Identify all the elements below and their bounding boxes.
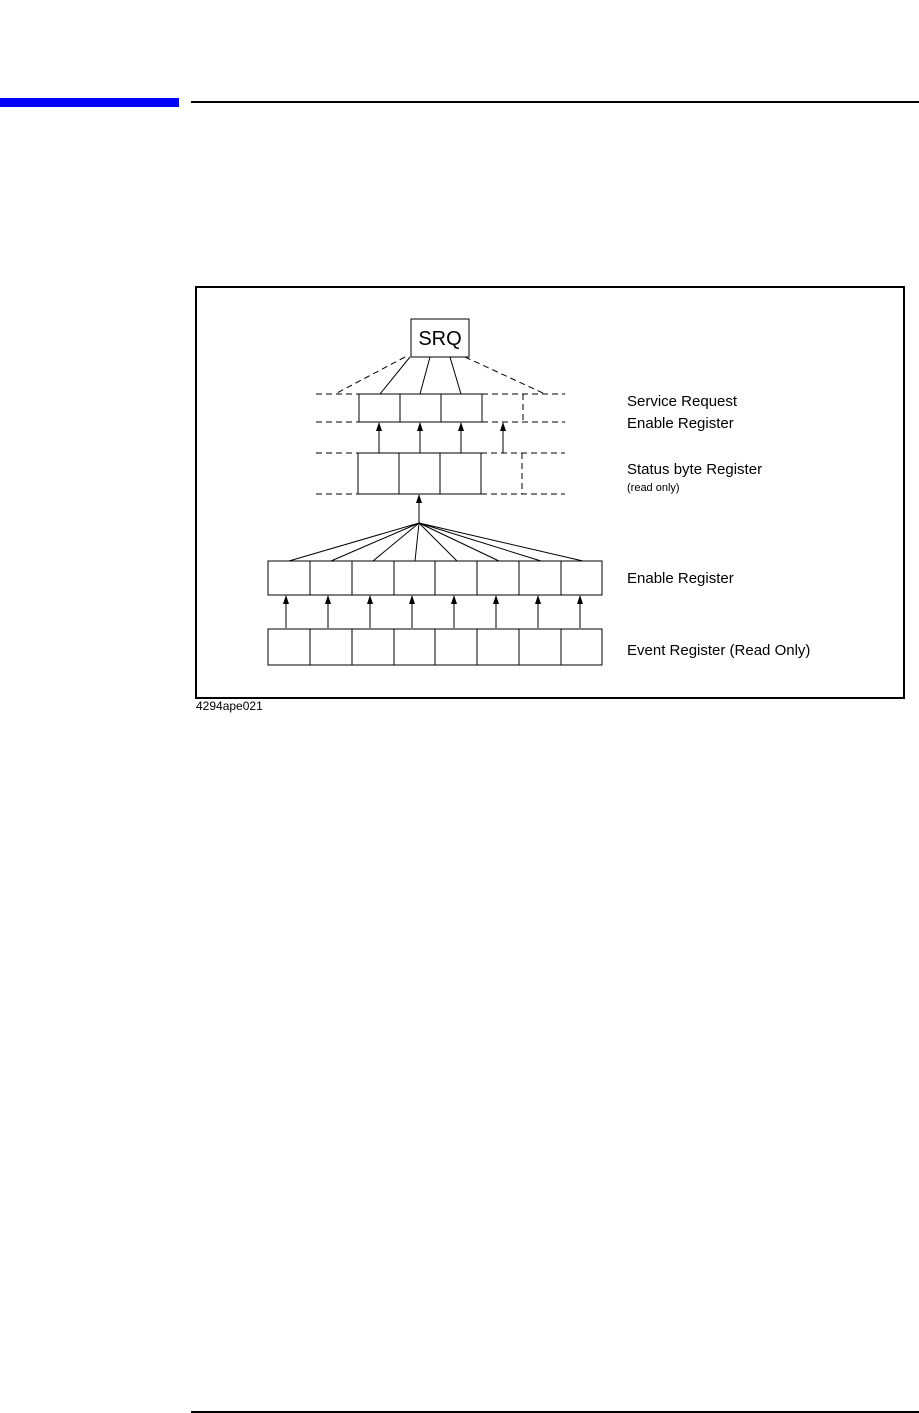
srq-dashed-connectors [335,357,545,394]
srq-label: SRQ [418,328,462,350]
status-byte-register [316,453,565,494]
label-enable-register: Enable Register [627,570,734,587]
service-request-enable-register [316,394,565,422]
status-to-sre-arrows [379,423,503,453]
label-status-byte: Status byte Register [627,461,763,478]
label-service-request-enable: Enable Register [627,415,734,432]
enable-register [268,561,602,595]
label-service-request: Service Request [627,393,738,410]
label-event-register: Event Register (Read Only) [627,642,811,659]
event-to-enable-arrows [286,596,580,628]
label-status-byte-note: (read only) [627,482,680,494]
figure-id: 4294ape021 [196,699,263,713]
diagram-frame [196,287,904,698]
enable-fan-lines [289,523,583,561]
srq-connector-lines [380,357,461,394]
event-register [268,629,602,665]
